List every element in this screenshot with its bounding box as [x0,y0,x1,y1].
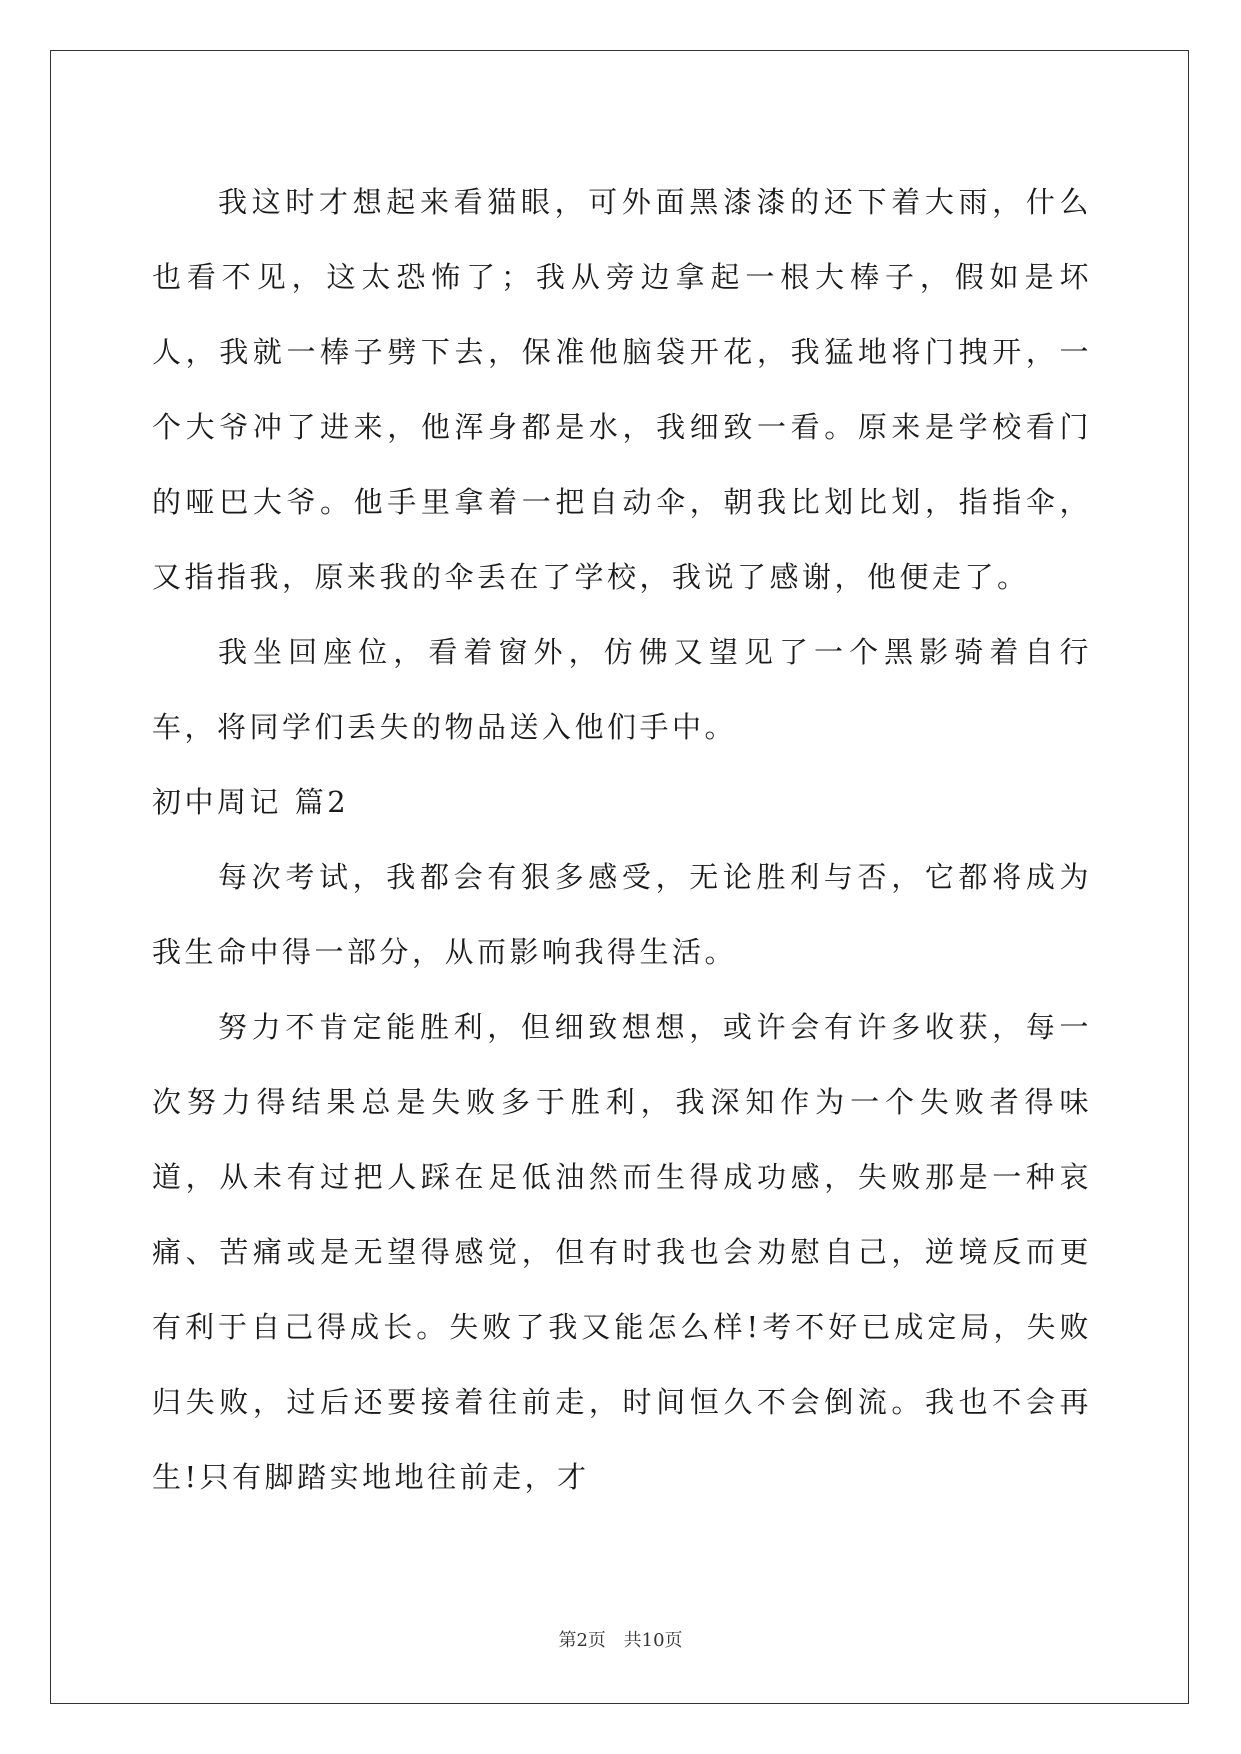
paragraph: 我这时才想起来看猫眼，可外面黑漆漆的还下着大雨，什么也看不见，这太恐怖了；我从旁边拿起一根大棒子，假如是坏人，我就一棒子劈下去，保准他脑袋开花，我猛地将门拽开，一个大爷冲了进来，他浑身都是水，我细致一看。原来是学校看门的哑巴大爷。他手里拿着一把自动伞，朝我比划比划，指指伞，又指指我，原来我的伞丢在了学校，我说了感谢，他便走了。 [152,185,1092,594]
document-body [152,165,1092,1515]
page-number: 第2页 [558,1630,606,1651]
paragraph: 我坐回座位，看着窗外，仿佛又望见了一个黑影骑着自行车，将同学们丢失的物品送入他们手中。 [152,635,1092,744]
paragraph: 努力不肯定能胜利，但细致想想，或许会有许多收获，每一次努力得结果总是失败多于胜利，我深知作为一个失败者得味道，从未有过把人踩在足低油然而生得成功感，失败那是一种哀痛、苦痛或是无望得感觉，但有时我也会劝慰自己，逆境反而更有利于自己得成长。失败了我又能怎么样!考不好已成定局，失败归失败，过后还要接着往前走，时间恒久不会倒流。我也不会再生!只有脚踏实地地往前走，才 [152,1010,1092,1494]
page-total: 共10页 [623,1630,683,1651]
page-footer [0,1626,1241,1652]
paragraph: 每次考试，我都会有狠多感受，无论胜利与否，它都将成为我生命中得一部分，从而影响我得生活。 [152,860,1092,969]
section-heading: 初中周记 篇2 [152,785,350,819]
